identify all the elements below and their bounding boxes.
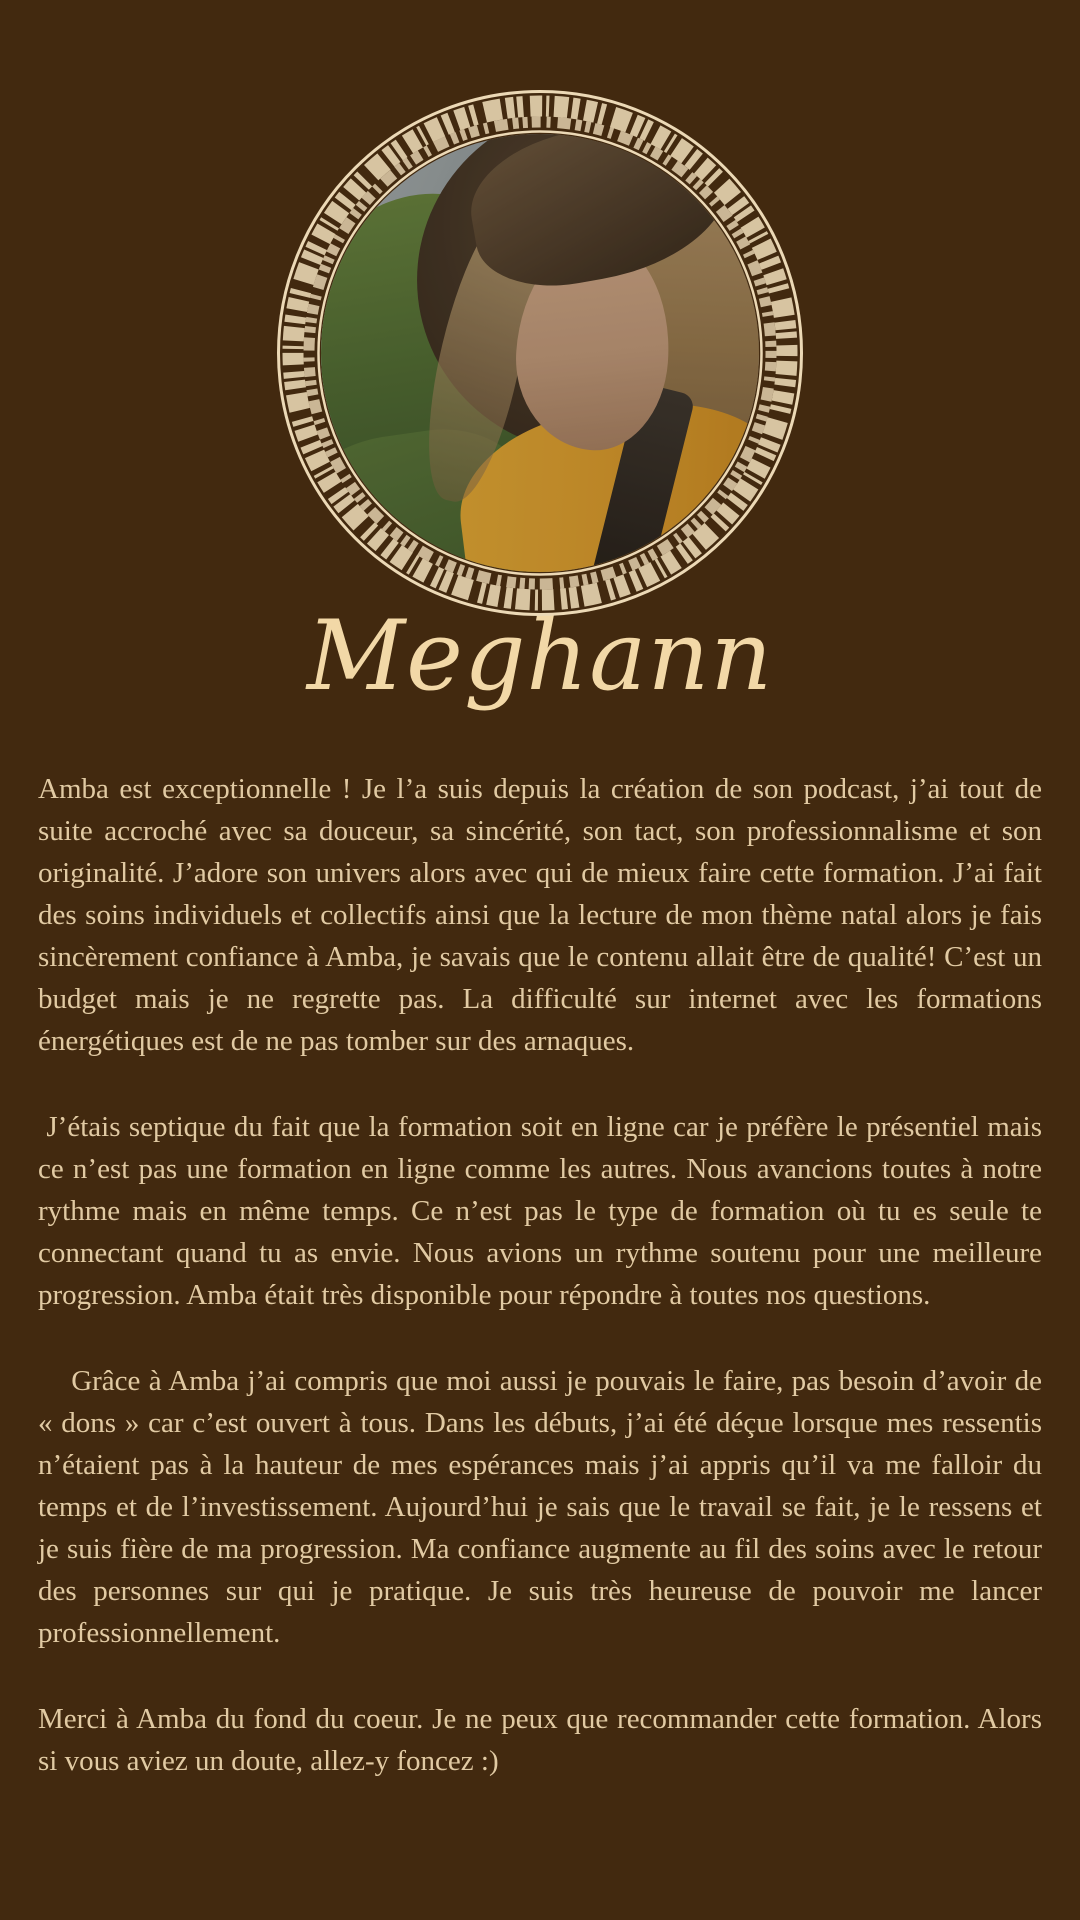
testimonial-paragraph-2: J’étais septique du fait que la formation soit en ligne car je préfère le présentiel mais ce n’est pas une formation en ligne comme les autres. Nous avancions toutes à notre rythme mais en même temps. Ce n’est pas le type de formation où tu es seule te connectant quand tu as envie. Nous avions un rythme soutenu pour une meilleure progression. Amba était très disponible pour répondre à toutes nos questions. bbox=[38, 1111, 1042, 1311]
page-title: Meghann bbox=[306, 600, 774, 712]
photo-tint-overlay bbox=[321, 134, 759, 572]
profile-photo bbox=[321, 134, 759, 572]
header bbox=[0, 0, 1080, 716]
testimonial-text bbox=[38, 768, 1042, 1782]
testimonial-paragraph-3: Grâce à Amba j’ai compris que moi aussi je pouvais le faire, pas besoin d’avoir de « dons » car c’est ouvert à tous. Dans les débuts, j’ai été déçue lorsque mes ressentis n’étaient pas à la hauteur de mes espérances mais j’ai appris qu’il va me falloir du temps et de l’investissement. Aujourd’hui je sais que le travail se fait, je le ressens et je suis fière de ma progression. Ma confiance augmente au fil des soins avec le retour des personnes sur qui je pratique. Je suis très heureuse de pouvoir me lancer professionnellement. bbox=[38, 1365, 1042, 1649]
testimonial-paragraph-4: Merci à Amba du fond du coeur. Je ne peux que recommander cette formation. Alors si vous aviez un doute, allez-y foncez :) bbox=[38, 1703, 1042, 1777]
portrait-frame bbox=[275, 88, 805, 618]
testimonial-paragraph-1: Amba est exceptionnelle ! Je l’a suis depuis la création de son podcast, j’ai tout de suite accroché avec sa douceur, sa sincérité, son tact, son professionnalisme et son originalité. J’adore son univers alors avec qui de mieux faire cette formation. J’ai fait des soins individuels et collectifs ainsi que la lecture de mon thème natal alors je fais sincèrement confiance à Amba, je savais que le contenu allait être de qualité! C’est un budget mais je ne regrette pas. La difficulté sur internet avec les formations énergétiques est de ne pas tomber sur des arnaques. bbox=[38, 773, 1042, 1057]
